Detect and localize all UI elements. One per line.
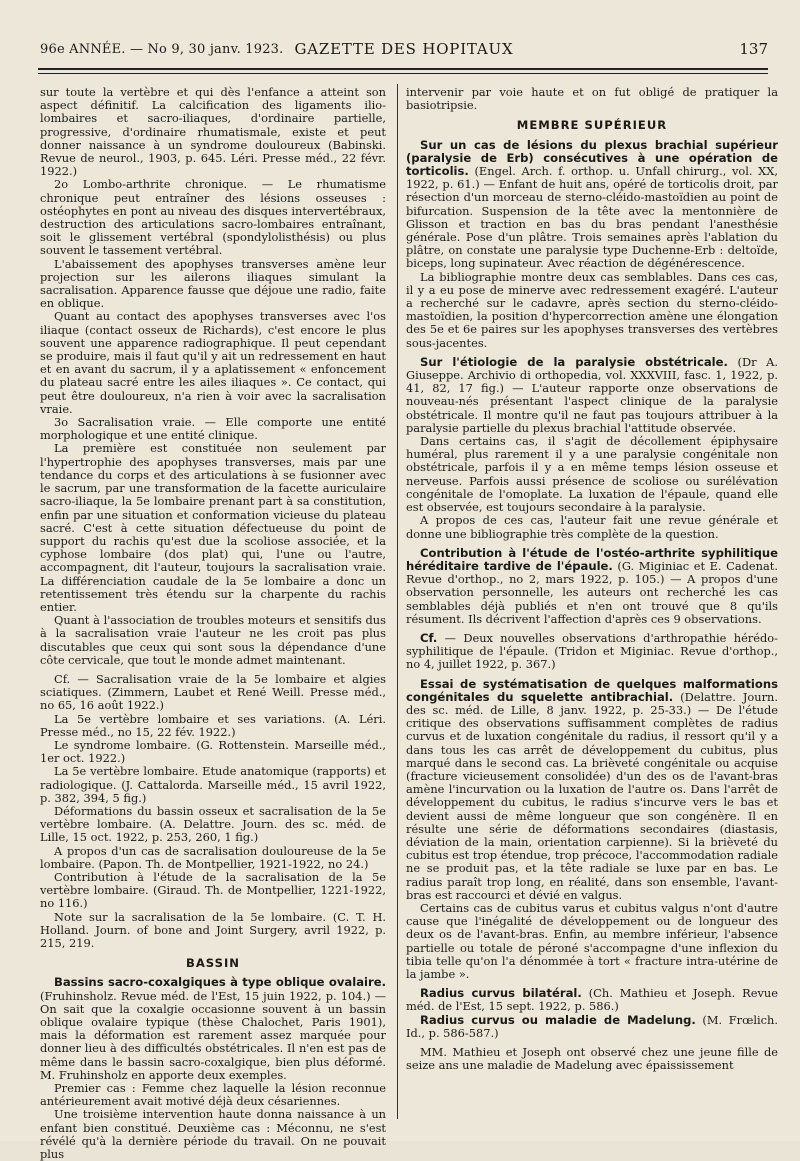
section-heading: MEMBRE SUPÉRIEUR [516, 118, 668, 133]
body-paragraph: Contribution à l'étude de la sacralisation de la 5e vertèbre lombaire. (Giraud. Th. de Montpellier, 1221-1922, no 116.) [40, 869, 386, 911]
body-paragraph: Dans certains cas, il s'agit de décollement épiphysaire huméral, plus rarement il y a une paralysie congénitale non obstétricale, parfois il y a en même temps lésion osseuse et nerveuse. Parfois aussi présence de scoliose ou surélévation congénitale de l'omoplate. La luxation de l'épaule, quand elle est observée, est toujours secondaire à la paralysie. [406, 434, 778, 515]
article-body: (Engel. Arch. f. orthop. u. Unfall chirurg., vol. XX, 1922, p. 61.) — Enfant de huit ans, opéré de torticolis droit, par résection d'un morceau de sterno-cléido-mastoïdien au point de bifurcation. Suspension de la tête avec la mentonnière de Glisson et traction en bas du bras pendant l'anesthésie générale. Pose d'un plâtre. Trois semaines après l'ablation du plâtre, on constate une paralysie type Duchenne-Erb : deltoïde, biceps, long supinateur. Avec réaction de dégénérescence. [406, 164, 778, 271]
article-body: (Ch. Mathieu et Joseph. Revue méd. de l'Est, 15 sept. 1922, p. 586.) [406, 986, 778, 1014]
article-body: (Dr A. Giuseppe. Archivio di orthopedia, vol. XXXVIII, fasc. 1, 1922, p. 41, 82, 17 fig.) — L'auteur rapporte onze observations de nouveau-nés présentant l'aspect clinique de la paralysie obstétricale. Il montre qu'il ne faut pas toujours attribuer à la paralysie partielle du plexus brachial l'attitude observée. [406, 354, 778, 435]
article-entry [406, 1014, 778, 1040]
body-paragraph: A propos d'un cas de sacralisation douloureuse de la 5e lombaire. (Papon. Th. de Montpellier, 1921-1922, no 24.) [40, 843, 386, 871]
article-body: (G. Miginiac et E. Cadenat. Revue d'orthop., no 2, mars 1922, p. 105.) — A propos d'une observation personnelle, les auteurs ont recherché les cas semblables déjà publiés et n'en ont trouvé que 8 qu'ils résument. Ils décrivent l'affection d'après ces 9 observations. [406, 558, 778, 626]
article-body: (M. Frœlich. Id., p. 586-587.) [406, 1012, 779, 1040]
body-paragraph: intervenir par voie haute et on fut obligé de pratiquer la basiotripsie. [406, 85, 778, 113]
body-paragraph: 2o Lombo-arthrite chronique. — Le rhumatisme chronique peut entraîner des lésions osseuses : ostéophytes en pont au niveau des disques intervertébraux, destruction des articulations sacro-lombaires entraînant, soit le glissement vertébral (spondylolisthésis) ou plus souvent le tassement vertébral. [40, 177, 386, 258]
article-entry [406, 139, 778, 271]
body-paragraph: sur toute la vertèbre et qui dès l'enfance a atteint son aspect définitif. La calcification des ligaments ilio-lombaires et sacro-iliaques, d'ordinaire partielle, progressive, d'ordinaire rhumatismale, existe et peut donner naissance à un syndrome douloureux (Babinski. Revue de neurol., 1903, p. 645. Léri. Presse méd., 22 févr. 1922.) [40, 85, 386, 179]
body-paragraph: Cf. — Sacralisation vraie de la 5e lombaire et algies sciatiques. (Zimmern, Laubet et René Weill. Presse méd., no 65, 16 août 1922.) [40, 671, 386, 713]
article-title: Radius curvus bilatéral. [420, 986, 582, 1001]
left-column [40, 86, 386, 1161]
article-entry [40, 976, 386, 1082]
body-paragraph: La 5e vertèbre lombaire. Etude anatomique (rapports) et radiologique. (J. Cattalorda. Marseille méd., 15 avril 1922, p. 382, 394, 5 fig.) [40, 764, 386, 805]
article-title: Sur un cas de lésions du plexus brachial supérieur (paralysie de Erb) consécutives à une opération de torticolis. [406, 137, 778, 179]
body-paragraph: La bibliographie montre deux cas semblables. Dans ces cas, il y a eu pose de minerve avec redressement exagéré. L'auteur a recherché sur le cadavre, après section du sterno-cléido-mastoïdien, la position d'hypercorrection amène une élongation des 5e et 6e paires sur les apophyses transverses des vertèbres sous-jacentes. [406, 269, 778, 350]
column-divider [397, 84, 398, 1119]
article-entry [406, 632, 778, 672]
body-paragraph: Une troisième intervention haute donna naissance à un enfant bien constitué. Deuxième cas : Méconnu, ne s'est révélé qu'à la dernière période du travail. On ne pouvait plus [40, 1107, 386, 1161]
body-paragraph: Premier cas : Femme chez laquelle la lésion reconnue antérieurement avait motivé déjà deux césariennes. [40, 1081, 386, 1109]
body-paragraph: A propos de ces cas, l'auteur fait une revue générale et donne une bibliographie très complète de la question. [406, 513, 778, 541]
body-paragraph: Note sur la sacralisation de la 5e lombaire. (C. T. H. Holland. Journ. of bone and Joint Surgery, avril 1922, p. 215, 219. [40, 909, 386, 950]
body-paragraph: 3o Sacralisation vraie. — Elle comporte une entité morphologique et une entité clinique. [40, 415, 386, 443]
page-number: 137 [739, 40, 768, 58]
body-paragraph: Quant au contact des apophyses transverses avec l'os iliaque (contact osseux de Richards), c'est encore le plus souvent une apparence radiographique. Il peut cependant se produire, mais il faut qu'il y ait un redressement en haut et en avant du sacrum, il y a aplatissement « enfoncement du plateau sacré entre les ailes iliaques ». Ce contact, qui peut être douloureux, n'a rien à voir avec la sacralisation vraie. [40, 309, 386, 416]
article-title: Cf. [420, 630, 438, 645]
body-paragraph: Le syndrome lombaire. (G. Rottenstein. Marseille méd., 1er oct. 1922.) [40, 737, 386, 766]
article-body: (Delattre. Journ. des sc. méd. de Lille, 8 janv. 1922, p. 25-33.) — De l'étude critique des observations suffisamment complètes de radius curvus et de luxation congénitale du radius, il ressort qu'il y a dans tous les cas arrêt de développement du cubitus, plus marqué dans le second cas. La brièveté congénitale ou acquise (fracture vicieusement consolidée) d'un des os de l'avant-bras amène l'incurvation ou la luxation de l'autre os. Dans l'arrêt de développement du cubitus, le radius s'incurve vers le bas et devient aussi de même longueur que son congénère. Il en résulte une série de déformations secondaires (diastasis, déviation de la main, orientation carpienne). Si la brièveté du cubitus est trop étendue, trop précoce, l'accommodation radiale ne se produit pas, et la tête radiale se luxe par en bas. Le radius paraît trop long, en réalité, dans son ensemble, l'avant-bras est raccourci et dévié en valgus. [406, 689, 778, 902]
body-paragraph: La 5e vertèbre lombaire et ses variations. (A. Léri. Presse méd., no 15, 22 fév. 1922.) [40, 711, 386, 739]
article-title: Essai de systématisation de quelques malformations congénitales du squelette antibrachial. [406, 676, 778, 704]
header-rule-thick [38, 68, 768, 70]
right-column [406, 86, 778, 1072]
section-heading: BASSIN [185, 956, 240, 971]
body-paragraph: Certains cas de cubitus varus et cubitus valgus n'ont d'autre cause que l'inégalité de développement ou de longueur des deux os de l'avant-bras. Enfin, au membre inférieur, l'absence partielle ou totale de péroné s'accompagne d'une inflexion du tibia telle qu'on l'a dénommée à tort « fracture intra-utérine de la jambe ». [406, 900, 778, 981]
body-paragraph: La première est constituée non seulement par l'hypertrophie des apophyses transverses, mais par une tendance du corps et des articulations à se fusionner avec le sacrum, par une transformation de la facette auriculaire sacro-iliaque, la 5e lombaire prenant part à sa constitution, enfin par une situation et conformation vicieuse du plateau sacré. C'est à cette situation défectueuse du point de support du rachis qu'est due la scoliose associée, et la cyphose lombaire (dos plat) qui, l'une ou l'autre, accompagnent, dit l'auteur, toujours la sacralisation vraie. La différenciation caudale de la 5e lombaire a donc un retentissement très étendu sur la charpente du rachis entier. [40, 441, 386, 614]
issue-info: 96e ANNÉE. — No 9, 30 janv. 1923. [40, 42, 284, 57]
article-entry [406, 547, 778, 626]
article-entry [406, 356, 778, 435]
body-paragraph: Quant à l'association de troubles moteurs et sensitifs dus à la sacralisation vraie l'auteur ne les croit pas plus discutables que ceux qui sont sous la dépendance d'une côte cervicale, que tout le monde admet maintenant. [40, 613, 386, 667]
article-title: Bassins sacro-coxalgiques à type oblique ovalaire. [54, 975, 386, 990]
article-title: Contribution à l'étude de l'ostéo-arthrite syphilitique héréditaire tardive de l'épaule. [406, 545, 778, 573]
header-rule-thin [38, 73, 768, 74]
body-paragraph: L'abaissement des apophyses transverses amène leur projection sur les ailerons iliaques simulant la sacralisation. Apparence fausse que déjoue une radio, faite en oblique. [40, 256, 386, 311]
article-body: — Deux nouvelles observations d'arthropathie hérédo-syphilitique de l'épaule. (Tridon et Miginiac. Revue d'orthop., no 4, juillet 1922, p. 367.) [406, 630, 778, 672]
article-title: Radius curvus ou maladie de Madelung. [420, 1012, 696, 1027]
body-paragraph: MM. Mathieu et Joseph ont observé chez une jeune fille de seize ans une maladie de Madelung avec épaississement [406, 1045, 778, 1073]
article-entry [406, 987, 778, 1013]
article-title: Sur l'étiologie de la paralysie obstétricale. [420, 354, 728, 369]
running-header [40, 38, 768, 62]
body-paragraph: Déformations du bassin osseux et sacralisation de la 5e vertèbre lombaire. (A. Delattre. Journ. des sc. méd. de Lille, 15 oct. 1922, p. 253, 260, 1 fig.) [40, 803, 386, 845]
article-entry [406, 678, 778, 902]
journal-title: GAZETTE DES HOPITAUX [294, 40, 514, 58]
article-body: (Fruhinsholz. Revue méd. de l'Est, 15 juin 1922, p. 104.) — On sait que la coxalgie occasionne souvent à un bassin oblique ovalaire typique (thèse Chalochet, Paris 1901), mais la déformation est rarement assez marquée pour donner lieu à des difficultés obstétricales. Il n'en est pas de même dans le bassin sacro-coxalgique, bien plus déformé. M. Fruhinsholz en apporte deux exemples. [40, 988, 386, 1082]
